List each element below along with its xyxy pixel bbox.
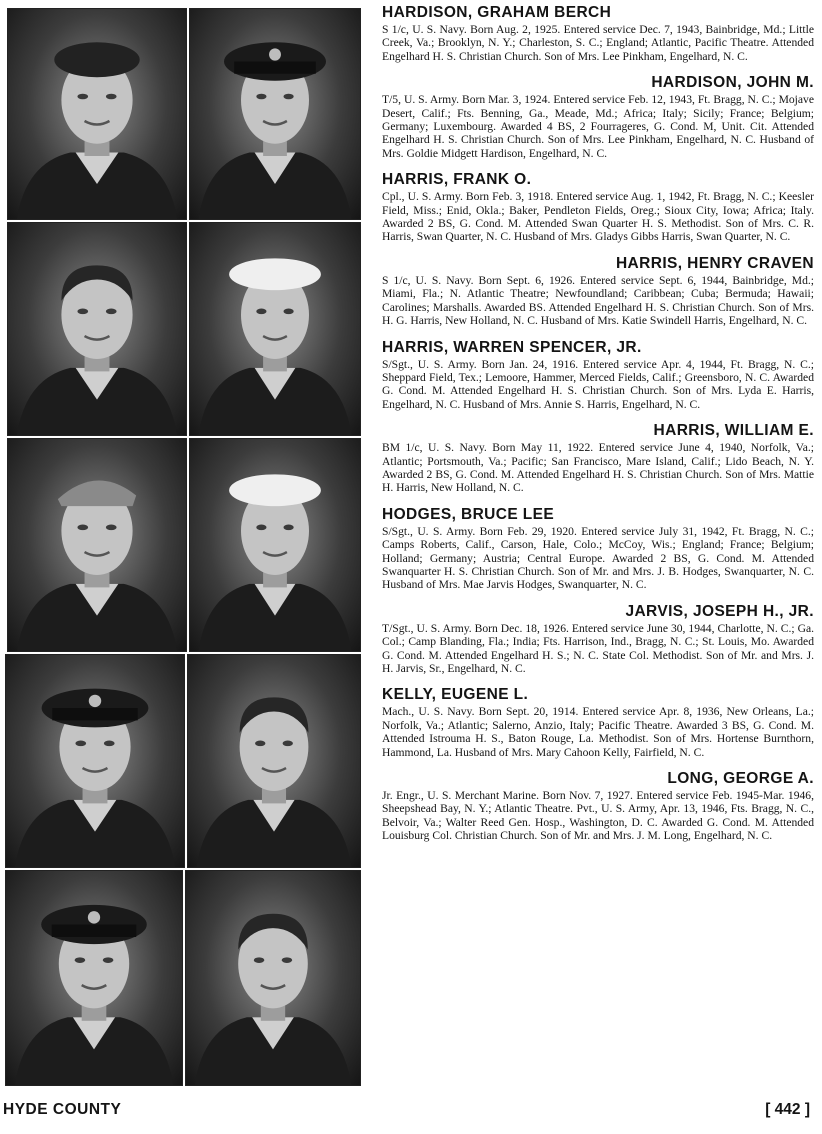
portrait-figure	[190, 9, 360, 219]
entry-name: HARRIS, WILLIAM E.	[653, 422, 814, 440]
portrait-figure	[6, 871, 182, 1085]
portrait-figure	[8, 9, 186, 219]
entry-name: HARRIS, WARREN SPENCER, JR.	[382, 338, 642, 356]
portrait-figure	[8, 223, 186, 435]
entry-jarvis-joseph	[382, 601, 814, 676]
entry-hodges-bruce	[382, 504, 814, 592]
entry-text: S/Sgt., U. S. Army. Born Jan. 24, 1916. Entered service Apr. 4, 1944, Ft. Bragg, N. C.; Sheppard Field, Tex.; Lemoore, Hammer, Merced Fields, Calif.; Greensboro, N. C. Awarded G. Cond. M. Attended Engelhard H. S. Christian Church. Son of Mrs. Lyda E. Harris, Engelhard, N. C. Husband of Mrs. Annie S. Harris, Engelhard, N. C.	[382, 357, 814, 411]
entry-text: T/Sgt., U. S. Army. Born Dec. 18, 1926. Entered service June 30, 1944, Charlotte, N. C.; Ga. Col.; Camp Blanding, Fla.; India; Fts. Harrison, Ind., Bragg, N. C.; St. Louis, Mo. Awarded G. Cond. M. Attended Engelhard H. S.; N. C. State Col. Methodist. Son of Mr. and Mrs. J. H. Jarvis, Sr., Engelhard, N. C.	[382, 621, 814, 675]
entry-hardison-john	[382, 72, 814, 160]
entry-name: HARDISON, GRAHAM BERCH	[382, 4, 612, 21]
entry-long-george	[382, 768, 814, 843]
portrait-harris-william	[189, 438, 361, 652]
entry-text: Mach., U. S. Navy. Born Sept. 20, 1914. Entered service Apr. 8, 1936, New Orleans, La.; Norfolk, Va.; Atlantic; Salerno, Anzio, Italy; Pacific Theatre. Awarded 3 BS, G. Cond. M. Attended Istrouma H. S., Baton Rouge, La. Methodist. Son of Mrs. Hortense Burnthorn, Hammond, La. Husband of Mrs. Mary Cahoon Kelly, Fairfield, N. C.	[382, 705, 814, 759]
entry-name: JARVIS, JOSEPH H., JR.	[625, 602, 814, 620]
entry-name: HARRIS, FRANK O.	[382, 171, 532, 189]
portrait-figure	[8, 439, 186, 651]
portrait-figure	[6, 655, 184, 867]
portrait-hardison-graham	[7, 8, 187, 220]
portrait-harris-frank	[7, 222, 187, 436]
portrait-figure	[188, 655, 360, 867]
portrait-hodges-bruce	[5, 654, 185, 868]
portrait-hardison-john	[189, 8, 361, 220]
portrait-harris-warren	[7, 438, 187, 652]
entry-name: LONG, GEORGE A.	[667, 770, 814, 788]
entry-text: Cpl., U. S. Army. Born Feb. 3, 1918. Entered service Aug. 1, 1942, Ft. Bragg, N. C.; Keesler Field, Miss.; Enid, Okla.; Baker, Pendleton Fields, Oreg.; Sioux City, Iowa; Africa; Italy. Awarded 2 BS, G. Cond. M. Attended Swan Quarter H. S. Methodist. Son of Mrs. C. R. Harris, Swan Quarter, N. C. Husband of Mrs. Gladys Gibbs Harris, Swan Quarter, N. C.	[382, 190, 814, 244]
portrait-figure	[190, 223, 360, 435]
page-number: [ 442 ]	[765, 1101, 810, 1118]
portrait-figure	[190, 439, 360, 651]
entry-name: HODGES, BRUCE LEE	[382, 505, 555, 523]
entry-text: BM 1/c, U. S. Navy. Born May 11, 1922. Entered service June 4, 1940, Norfolk, Va.; Atlantic; Portsmouth, Va.; Pacific; San Francisco, Mare Island, Calif.; Lido Beach, N. Y. Awarded 2 BS, G. Cond. M. Attended Engelhard H. S. Christian Church. Son of Mrs. Mattie H. Harris, New Holland, N. C.	[382, 441, 814, 495]
portrait-long-george	[185, 870, 361, 1086]
portrait-harris-henry	[189, 222, 361, 436]
portrait-figure	[186, 871, 360, 1085]
portrait-jarvis-joseph	[187, 654, 361, 868]
photo-grid	[5, 8, 359, 1086]
entry-name: HARDISON, JOHN M.	[651, 74, 814, 92]
entry-text: S/Sgt., U. S. Army. Born Feb. 29, 1920. Entered service July 31, 1942, Ft. Bragg, N. C.; Camps Roberts, Calif., Carson, Hale, Colo.; McCoy, Wis.; England; France; Belgium; Holland; Germany; Austria; Central Europe. Awarded 2 BS, G. Cond. M. Attended Swanquarter H. S. Christian Church. Son of Mr. and Mrs. J. B. Hodges, Swanquarter, N. C. Husband of Mrs. Mae Jarvis Hodges, Swanquarter, N. C.	[382, 524, 814, 592]
entry-name: HARRIS, HENRY CRAVEN	[615, 254, 814, 272]
entry-text: S 1/c, U. S. Navy. Born Sept. 6, 1926. Entered service Sept. 6, 1944, Bainbridge, Md.; Miami, Fla.; N. Atlantic Theatre; Newfoundland; Caribbean; Cuba; Bermuda; Hawaii; Carolines; Marshalls. Awarded BS. Attended Engelhard H. S. Christian Church. Son of Mrs. H. G. Harris, New Holland, N. C. Husband of Mrs. Katie Swindell Harris, Engelhard, N. C.	[382, 273, 814, 328]
entry-harris-william	[382, 420, 814, 495]
entry-text: S 1/c, U. S. Navy. Born Aug. 2, 1925. Entered service Dec. 7, 1943, Bainbridge, Md.; Little Creek, Va.; Brooklyn, N. Y.; Charleston, S. C.; England; Atlantic, Pacific Theatre. Attended Engelhard H. S. Christian Church. Son of Mrs. Lee Pinkham, Engelhard, N. C.	[382, 23, 814, 63]
portrait-kelly-eugene	[5, 870, 183, 1086]
entry-text: T/5, U. S. Army. Born Mar. 3, 1924. Entered service Feb. 12, 1943, Ft. Bragg, N. C.; Mojave Desert, Calif.; Fts. Benning, Ga., Meade, Md.; Africa; Italy; Sicily; France; Belgium; Germany; Luxembourg. Awarded 4 BS, 2 Fourrageres, G. Cond. M, Unit. Cit. Attended Engelhard H. S. Christian Church. Son of Mrs. Lee Pinkham, Engelhard, N. C. Husband of Mrs. Goldie Midgett Hardison, Engelhard, N. C.	[382, 93, 814, 160]
entry-name: KELLY, EUGENE L.	[382, 686, 529, 704]
biography-column	[382, 2, 814, 852]
entry-kelly-eugene	[382, 684, 814, 759]
entry-text: Jr. Engr., U. S. Merchant Marine. Born Nov. 7, 1927. Entered service Feb. 1945-Mar. 1946, Sheepshead Bay, N. Y.; Atlantic Theatre. Pvt., U. S. Army, Apr. 13, 1946, Fts. Bragg, N. C., Belvoir, Va.; Walter Reed Gen. Hosp., Washington, D. C. Awarded G. Cond. M. Attended Louisburg Col. Christian Church. Son of Mr. and Mrs. J. M. Long, Engelhard, N. C.	[382, 789, 814, 843]
entry-hardison-graham	[382, 2, 814, 63]
entry-harris-henry	[382, 253, 814, 328]
entry-harris-warren	[382, 337, 814, 412]
entry-harris-frank	[382, 169, 814, 244]
county-footer: HYDE COUNTY	[3, 1101, 122, 1118]
